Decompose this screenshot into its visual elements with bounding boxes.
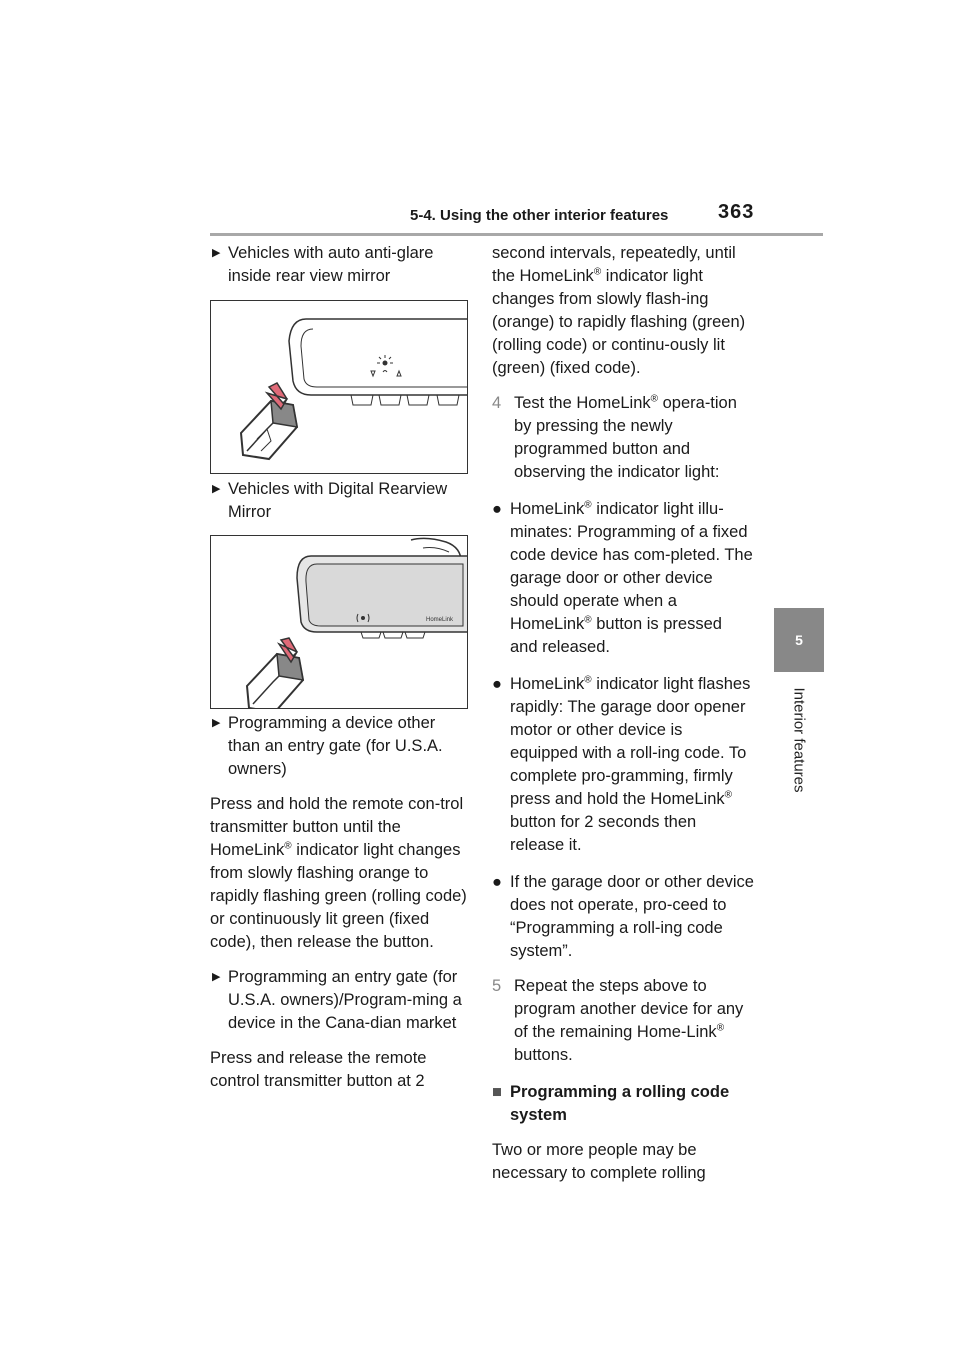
arrow-icon: ▶ bbox=[212, 717, 221, 729]
paragraph: Two or more people may be necessary to complete rolling bbox=[492, 1141, 706, 1182]
arrow-icon: ▶ bbox=[212, 971, 221, 983]
page-number: 363 bbox=[718, 201, 755, 223]
header-rule bbox=[210, 233, 823, 236]
paragraph: second intervals, repeatedly, until the HomeLink® indicator light changes from slowly flash-ing (orange) to rapidly flashing (green) (rolling code) or continu-ously lit (green) (fixed code). bbox=[492, 244, 746, 377]
right-column bbox=[492, 242, 754, 1185]
chapter-tab: 5 bbox=[774, 608, 824, 672]
chapter-title: Interior features bbox=[790, 687, 808, 793]
step-item: 4 Test the HomeLink® opera-tion by pressing the newly programmed button and observing the indicator light: bbox=[492, 393, 737, 481]
arrow-icon: ▶ bbox=[212, 483, 221, 495]
left-column-3 bbox=[210, 712, 468, 1093]
figure-digital-rearview-mirror bbox=[210, 535, 468, 709]
list-item: ▶ Programming a device other than an entry gate (for U.S.A. owners) bbox=[212, 714, 443, 778]
arrow-icon: ▶ bbox=[212, 247, 221, 259]
paragraph: Press and hold the remote con-trol transmitter button until the HomeLink® indicator light changes from slowly flashing orange to rapidly flashing green (rolling code) or continuously lit green (fixed code), then release the button. bbox=[210, 795, 467, 951]
bullet-icon: ● bbox=[492, 500, 502, 518]
section-title: 5-4. Using the other interior features bbox=[410, 207, 669, 224]
section-heading: ■ Programming a rolling code system bbox=[492, 1083, 730, 1124]
left-column bbox=[210, 242, 468, 288]
list-item: ▶ Vehicles with auto anti-glare inside rear view mirror bbox=[212, 244, 434, 285]
paragraph: Press and release the remote control transmitter button at 2 bbox=[210, 1049, 427, 1090]
bullet-icon: ● bbox=[492, 873, 502, 891]
bullet-icon: ● bbox=[492, 675, 502, 693]
bullet-item: ● HomeLink® indicator light flashes rapidly: The garage door opener motor or other device is equipped with a roll-ing code. To complete pro-gramming, firmly press and hold the HomeLink® button for 2 seconds then release it. bbox=[492, 674, 751, 854]
left-column-2 bbox=[210, 478, 468, 524]
list-item: ▶ Programming an entry gate (for U.S.A. owners)/Program-ming a device in the Cana-dian market bbox=[212, 968, 462, 1032]
figure-homelink-label: HomeLink bbox=[426, 617, 454, 623]
bullet-item: ● HomeLink® indicator light illu-minates: Programming of a fixed code device has com-pleted. The garage door or other device should operate when a HomeLink® button is pressed and released. bbox=[492, 499, 753, 656]
figure-auto-antiglare-mirror bbox=[210, 300, 468, 474]
square-icon: ■ bbox=[492, 1083, 502, 1101]
list-item: ▶ Vehicles with Digital Rearview Mirror bbox=[212, 480, 448, 521]
step-item: 5 Repeat the steps above to program another device for any of the remaining Home-Link® buttons. bbox=[492, 977, 744, 1064]
bullet-item: ● If the garage door or other device does not operate, pro-ceed to “Programming a roll-ing code system”. bbox=[492, 873, 754, 960]
